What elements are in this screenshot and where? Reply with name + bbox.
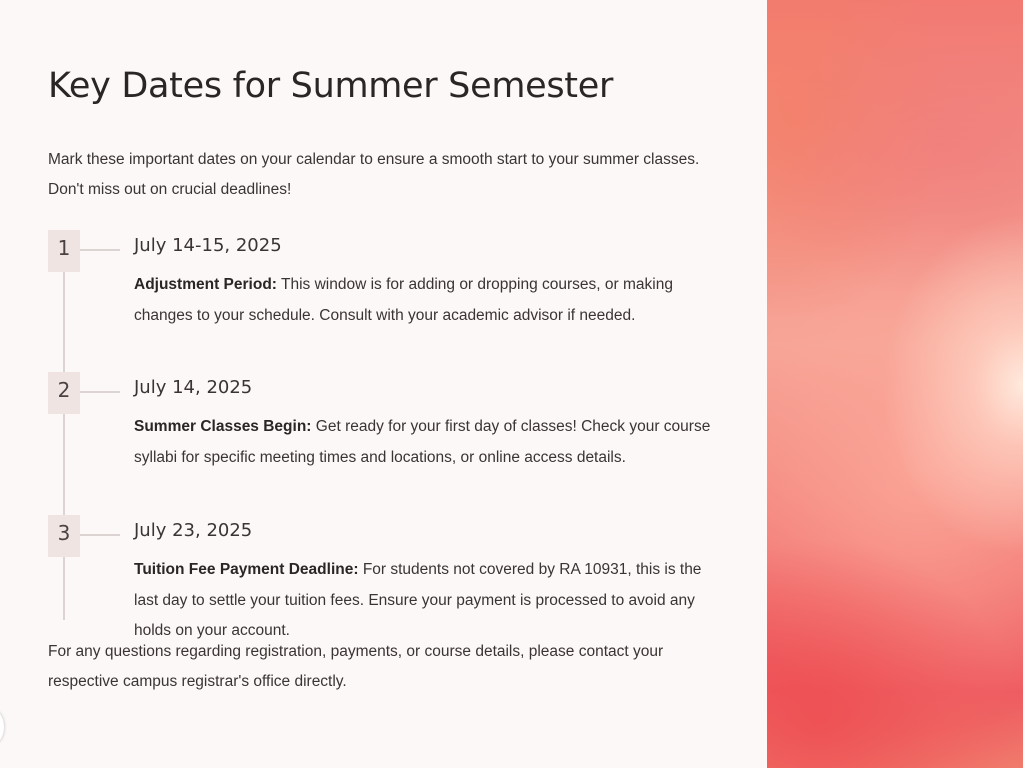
step-connector: [80, 249, 120, 251]
footer-note: For any questions regarding registration, payments, or course details, please contact your respective campus registrar's office directly.: [48, 643, 664, 690]
step-number: 1: [48, 230, 80, 272]
step-heading: Tuition Fee Payment Deadline:: [134, 561, 359, 578]
page-title: Key Dates for Summer Semester: [48, 66, 614, 106]
step-date: July 14-15, 2025: [134, 235, 282, 256]
step-text: Get ready for your first day of classes! Check your course syllabi for specific meeting times and locations, or online access details.: [134, 418, 711, 466]
step-number: 3: [48, 515, 80, 557]
step-text: This window is for adding or dropping courses, or making changes to your schedule. Consult with your academic advisor if needed.: [134, 276, 673, 324]
step-number: 2: [48, 372, 80, 414]
step-text: For students not covered by RA 10931, this is the last day to settle your tuition fees. Ensure your payment is processed to avoid any holds on your account.: [134, 561, 702, 639]
step-heading: Summer Classes Begin:: [134, 418, 312, 435]
scroll-handle[interactable]: [0, 710, 4, 744]
step-date: July 23, 2025: [134, 520, 253, 541]
step-connector: [80, 534, 120, 536]
step-description: [134, 412, 714, 473]
timeline-line: [63, 250, 65, 620]
step-description: [134, 270, 714, 331]
step-connector: [80, 391, 120, 393]
step-description: [134, 555, 714, 647]
step-heading: Adjustment Period:: [134, 276, 277, 293]
decorative-gradient-image: [767, 0, 1023, 768]
step-date: July 14, 2025: [134, 377, 253, 398]
intro-text: Mark these important dates on your calendar to ensure a smooth start to your summer classes. Don't miss out on crucial deadlines!: [48, 151, 700, 198]
